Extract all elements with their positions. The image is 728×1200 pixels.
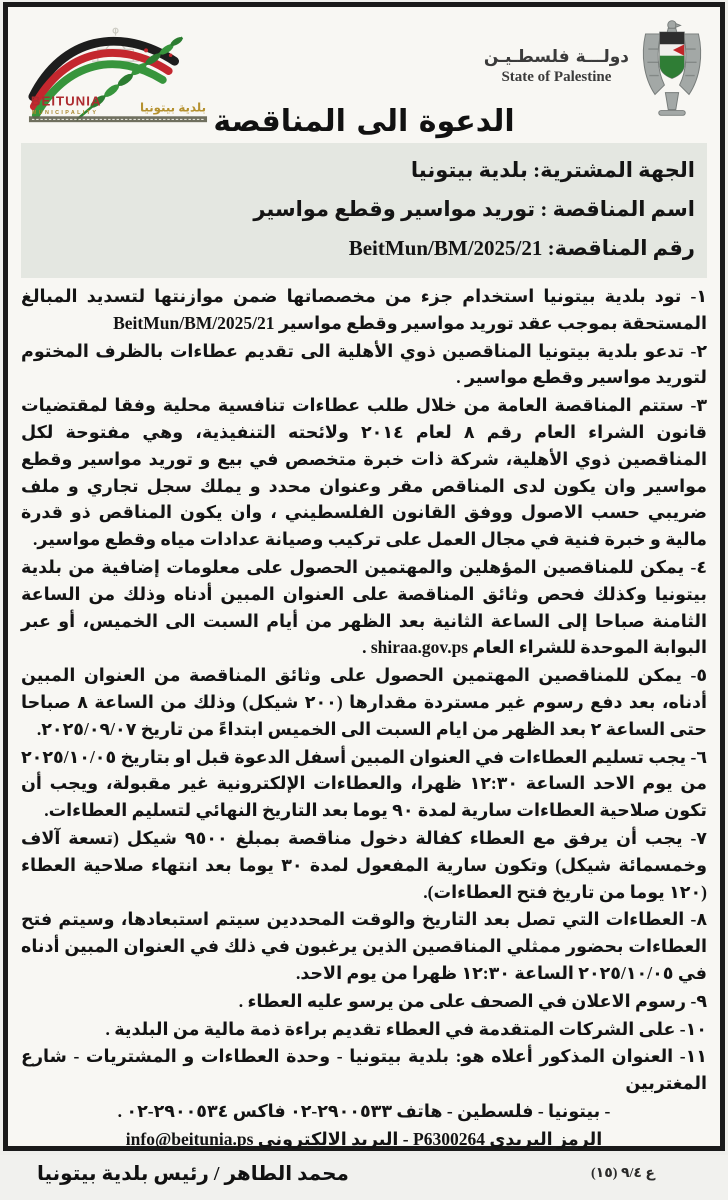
state-name-block bbox=[484, 47, 629, 86]
contact-phone-fax-line: - بيتونيا - فلسطين - هاتف ٠٢‎-‎٢٩٠٠٥٣٣ فاكس ٠٢‎-‎٢٩٠٠٥٣٤ . bbox=[117, 1100, 611, 1121]
clause-9: ٩- رسوم الاعلان في الصحف على من يرسو عليه العطاء . bbox=[238, 990, 707, 1011]
clause-10: ١٠- على الشركات المتقدمة في العطاء تقديم براءة ذمة مالية من البلدية . bbox=[105, 1018, 707, 1039]
state-name-english: State of Palestine bbox=[501, 69, 612, 85]
tender-number-line: رقم المناقصة: BeitMun/BM/2025/21 bbox=[348, 236, 695, 260]
clause-2: ٢- تدعو بلدية بيتونيا المناقصين ذوي الأهلية الى تقديم عطاءات بالظرف المختوم لتوريد مواسير وقطع مواسير . bbox=[21, 340, 707, 388]
ad-border-frame bbox=[3, 2, 725, 1185]
clause-5: ٥- يمكن للمناقصين المهتمين الحصول على وثائق المناقصة من العنوان المبين أدناه، بعد دفع رسوم غير مستردة مقدارها (٢٠٠ شيكل) وذلك من الساعة ٨ صباحا حتى الساعة ٢ بعد الظهر من ايام السبت الى الخميس ابتداءً من تاريخ ٢٠٢٥/٠٩/٠٧. bbox=[21, 665, 707, 739]
clause-4: ٤- يمكن للمناقصين المؤهلين والمهتمين الحصول على معلومات إضافية من بلدية بيتونيا وكذلك فحص وثائق المناقصة على العنوان المبين أدناه وذلك من الساعة الثامنة صباحا إلى الساعة الثانية بعد الظهر من أيام السبت الى الخميس، أو عبر البوابة الموحدة للشراء العام shiraa.gov.ps . bbox=[21, 556, 707, 658]
logo-sub-en: MUNICIPALITY bbox=[31, 109, 99, 116]
clause-8: ٨- العطاءات التي تصل بعد التاريخ والوقت المحددين سيتم استبعادها، وسيتم فتح العطاءات بحضور ممثلي المناقصين الذين يرغبون في ذلك في العنوان المبين أدناه في ٢٠٢٥/١٠/٠٥ الساعة ١٢:٣٠ ظهرا من يوم الاحد. bbox=[21, 909, 707, 983]
tender-invitation-title: الدعوة الى المناقصة bbox=[213, 104, 515, 139]
mayor-signature: محمد الطاهر / رئيس بلدية بيتونيا bbox=[37, 1163, 349, 1185]
logo-name-en: BEITUNIA bbox=[30, 93, 102, 109]
clause-3: ٣- ستتم المناقصة العامة من خلال طلب عطاءات تنافسية محلية وفقا لمقتضيات قانون الشراء العام رقم ٨ لعام ٢٠١٤ ولائحته التنفيذية، وهي مفتوحة لكل المناقصين ذوي الأهلية، شركة ذات خبرة متخصص في بيع و توريد مواسير وقطع مواسير وان يكون لدى المناقص مقر وعنوان محدد و يملك سجل تجاري و ملف ضريبي حسب الاصول ووفق القانون الفلسطيني ، وان يكون المناقص ذو قدرة مالية و خبرة فنية في مجال العمل على تركيب وصيانة عدادات مياه وقطع مواسير. bbox=[21, 395, 707, 550]
ad-header bbox=[21, 11, 707, 139]
logo-name-ar: بلدية بيتونيا bbox=[139, 100, 207, 115]
tender-info-box bbox=[21, 143, 707, 278]
tender-name-line: اسم المناقصة : توريد مواسير وقطع مواسير bbox=[253, 197, 695, 221]
clause-11-address: ١١- العنوان المذكور أعلاه هو: بلدية بيتونيا - وحدة العطاءات و المشتريات - شارع المغتربين bbox=[21, 1046, 707, 1094]
footer-row bbox=[21, 1154, 707, 1200]
ad-reference-mark: ع ٩/٤ (١٥) bbox=[591, 1166, 655, 1181]
contact-postal-email-line: الرمز البريدي P6300264 - البريد الالكتروني info@beitunia.ps bbox=[125, 1128, 603, 1149]
clause-1: ١- تود بلدية بيتونيا استخدام جزء من مخصصاتها ضمن موازنتها لتسديد المبالغ المستحقة بموجب عقد توريد مواسير وقطع مواسير BeitMun/BM/2025/21 bbox=[21, 286, 707, 333]
state-name-arabic: دولـــة فلسطـيـن bbox=[483, 47, 629, 67]
buyer-entity-line: الجهة المشترية: بلدية بيتونيا bbox=[410, 158, 695, 182]
clause-7: ٧- يجب أن يرفق مع العطاء كفالة دخول مناقصة بمبلغ ٩٥٠٠ شيكل (تسعة آلاف وخمسمائة شيكل) وتكون سارية المفعول لمدة ٣٠ يوما بعد انتهاء صلاحية العطاء (١٢٠ يوما من تاريخ فتح العطاءات). bbox=[21, 827, 707, 902]
clauses-body bbox=[21, 283, 707, 1154]
clause-6: ٦- يجب تسليم العطاءات في العنوان المبين أسفل الدعوة قبل او بتاريخ ٢٠٢٥/١٠/٠٥ من يوم الاحد الساعة ١٢:٣٠ ظهرا، والعطاءات الإلكترونية غير مقبولة، ويجب أن تكون صلاحية العطاءات سارية لمدة ٩٠ يوما بعد التاريخ النهائي لتسليم العطاءات. bbox=[21, 746, 707, 821]
